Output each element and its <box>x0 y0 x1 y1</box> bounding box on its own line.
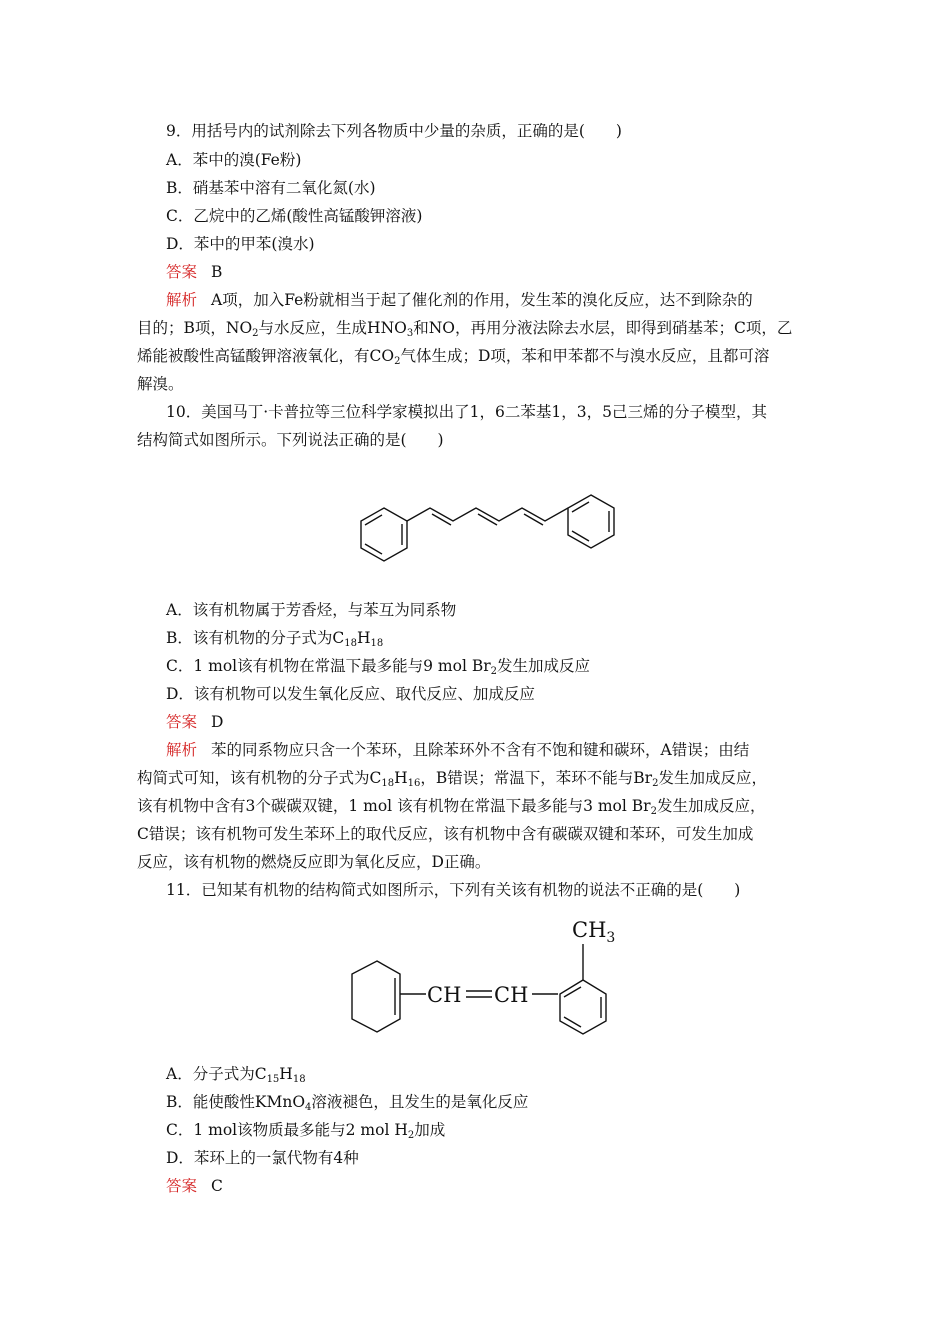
q11-option-a: A．分子式为$C_{15}H_{18}$ <box>166 1065 306 1085</box>
analysis-label: 解析 <box>166 291 198 309</box>
q11-answer-value: C <box>211 1177 223 1195</box>
q9-analysis-line3: 烯能被酸性高锰酸钾溶液氧化，有$CO_2$气体生成；D项，苯和甲苯都不与溴水反应，且都可溶 <box>137 347 770 367</box>
cyclohexene-ring <box>352 961 400 1032</box>
q10-option-c: C．1 mol该有机物在常温下最多能与9 mol $Br_2$发生加成反应 <box>166 657 591 677</box>
q9-option-c: C．乙烷中的乙烯(酸性高锰酸钾溶液) <box>166 207 423 225</box>
q10-analysis-line3: 该有机物中含有3个碳碳双键，1 mol 该有机物在常温下最多能与3 mol $Br_2$发生加成反应， <box>137 797 766 817</box>
q11-structure-diagram <box>340 910 630 1056</box>
q10-structure-diagram <box>355 462 630 592</box>
answer-label: 答案 <box>166 1177 198 1195</box>
q10-option-d: D．该有机物可以发生氧化反应、取代反应、加成反应 <box>166 685 535 703</box>
benzene-ring <box>560 980 606 1034</box>
q10-answer <box>166 712 223 732</box>
q10-option-b: B．该有机物的分子式为$C_{18}H_{18}$ <box>166 629 384 649</box>
q9-analysis-line2: 目的；B项，$NO_2$与水反应，生成$HNO_3$和NO，再用分液法除去水层，即得到硝基苯；C项，乙 <box>137 319 793 339</box>
q9-option-b: B．硝基苯中溶有二氧化氮(水) <box>166 179 376 197</box>
answer-label: 答案 <box>166 713 198 731</box>
q9-analysis-line1: 解析 A项，加入Fe粉就相当于起了催化剂的作用，发生苯的溴化反应，达不到除杂的 <box>166 291 753 309</box>
q10-analysis-line1: 解析 苯的同系物应只含一个苯环，且除苯环外不含有不饱和键和碳环，A错误；由结 <box>166 741 750 759</box>
left-benzene-ring <box>361 508 407 561</box>
q10-stem-line1: 10．美国马丁·卡普拉等三位科学家模拟出了1，6二苯基1，3，5己三烯的分子模型，其 <box>166 403 767 421</box>
q11-option-b: B．能使酸性KMnO$_4$溶液褪色，且发生的是氧化反应 <box>166 1093 529 1113</box>
q9-option-d: D．苯中的甲苯(溴水) <box>166 235 315 253</box>
q10-analysis-line4: C错误；该有机物可发生苯环上的取代反应，该有机物中含有碳碳双键和苯环，可发生加成 <box>137 825 754 843</box>
ch-right-label: CH <box>494 983 529 1007</box>
q9-analysis-line4: 解溴。 <box>137 375 184 393</box>
analysis-label: 解析 <box>166 741 198 759</box>
q9-stem: 9．用括号内的试剂除去下列各物质中少量的杂质，正确的是( ) <box>166 122 622 140</box>
q10-analysis-line5: 反应，该有机物的燃烧反应即为氧化反应，D正确。 <box>137 853 491 871</box>
q11-stem: 11．已知某有机物的结构简式如图所示，下列有关该有机物的说法不正确的是( ) <box>166 881 741 899</box>
q10-analysis-line2: 构简式可知，该有机物的分子式为$C_{18}H_{16}$，B错误；常温下，苯环不能与$Br_2$发生加成反应， <box>137 769 767 789</box>
q9-answer-value: B <box>211 263 223 281</box>
q10-option-a: A．该有机物属于芳香烃，与苯互为同系物 <box>166 601 457 619</box>
q11-answer <box>166 1176 223 1196</box>
q9-option-a: A．苯中的溴(Fe粉) <box>166 151 302 169</box>
methyl-label: $CH_3$ <box>572 918 616 946</box>
right-benzene-ring <box>568 495 614 548</box>
ch-left-label: CH <box>427 983 462 1007</box>
q10-answer-value: D <box>211 713 224 731</box>
q11-option-c: C．1 mol该物质最多能与2 mol $H_2$加成 <box>166 1121 446 1141</box>
q11-option-d: D．苯环上的一氯代物有4种 <box>166 1149 359 1167</box>
answer-label: 答案 <box>166 263 198 281</box>
q10-stem-line2: 结构简式如图所示。下列说法正确的是( ) <box>137 431 444 449</box>
q9-answer <box>166 262 222 282</box>
